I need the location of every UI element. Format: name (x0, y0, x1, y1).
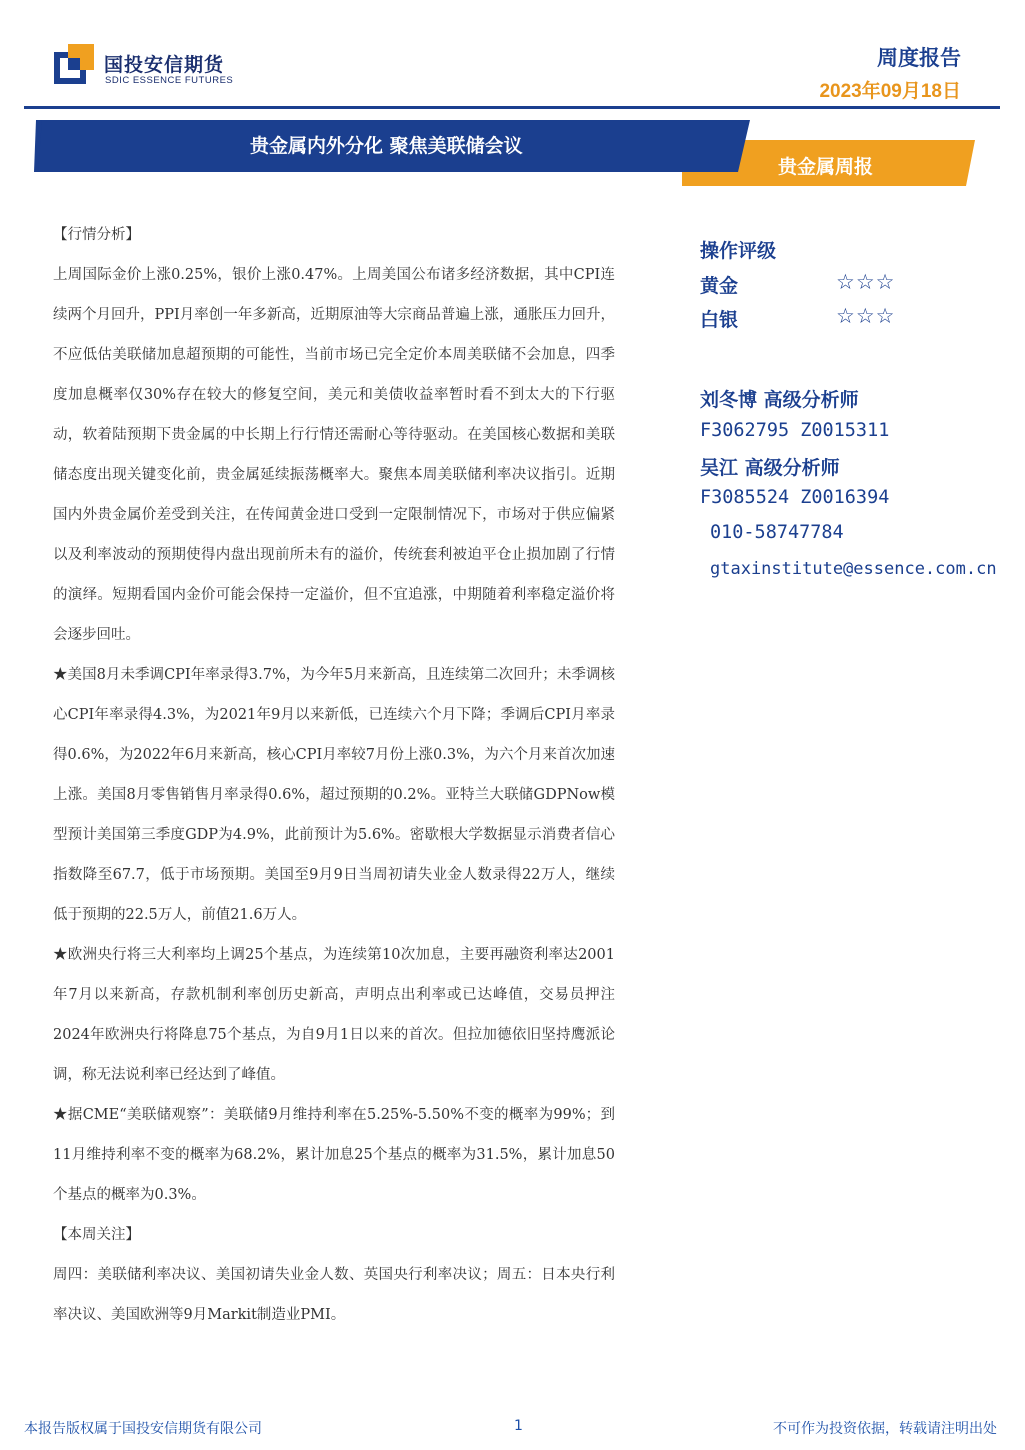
rating-silver-label: 白银 (700, 309, 739, 331)
analyst-2-codes: F3085524 Z0016394 (700, 487, 890, 508)
company-name-cn: 国投安信期货 (104, 54, 225, 76)
rating-silver-stars-icon: ☆☆☆ (836, 304, 896, 328)
rating-gold-label: 黄金 (700, 275, 739, 297)
ecb-paragraph: ★欧洲央行将三大利率均上调25个基点，为连续第10次加息，主要再融资利率达2001年7月以来新高，存款机制利率创历史新高，声明点出利率或已达峰值，交易员押注2024年欧洲央行将降息75个基点，为自9月1日以来的首次。但拉加德依旧坚持鹰派论调，称无法说利率已经达到了峰值。 (53, 947, 615, 1083)
rating-title: 操作评级 (700, 240, 777, 262)
analyst-1-name: 刘冬博 高级分析师 (700, 389, 859, 411)
analyst-2-name: 吴江 高级分析师 (700, 457, 840, 479)
analysis-paragraph: 上周国际金价上涨0.25%，银价上涨0.47%。上周美国公布诸多经济数据，其中CPI连续两个月回升，PPI月率创一年多新高，近期原油等大宗商品普遍上涨，通胀压力回升，不应低估美联储加息超预期的可能性，当前市场已完全定价本周美联储不会加息，四季度加息概率仅30%存在较大的修复空间，美元和美债收益率暂时看不到太大的下行驱动，软着陆预期下贵金属的中长期上行行情还需耐心等待驱动。在美国核心数据和美联储态度出现关键变化前，贵金属延续振荡概率大。聚焦本周美联储利率决议指引。近期国内外贵金属价差受到关注，在传闻黄金进口受到一定限制情况下，市场对于供应偏紧以及利率波动的预期使得内盘出现前所未有的溢价，传统套利被迫平仓止损加剧了行情的演绎。短期看国内金价可能会保持一定溢价，但不宜追涨，中期随着利率稳定溢价将会逐步回吐。 (53, 267, 615, 643)
header-divider (24, 106, 1000, 109)
page-number: 1 (514, 1418, 523, 1434)
main-content (53, 215, 615, 1335)
analyst-1-codes: F3062795 Z0015311 (700, 420, 890, 441)
footer-copyright: 本报告版权属于国投安信期货有限公司 (24, 1421, 262, 1437)
cme-paragraph: ★据CME“美联储观察”：美联储9月维持利率在5.25%-5.50%不变的概率为99%；到11月维持利率不变的概率为68.2%，累计加息25个基点的概率为31.5%，累计加息50个基点的概率为0.3%。 (53, 1107, 615, 1203)
contact-phone: 010-58747784 (710, 522, 844, 543)
company-logo-icon (54, 44, 94, 84)
footer-disclaimer: 不可作为投资依据，转载请注明出处 (773, 1421, 997, 1437)
company-name-en: SDIC ESSENCE FUTURES (105, 75, 234, 86)
report-date: 2023年09月18日 (819, 81, 961, 102)
report-type: 周度报告 (877, 46, 961, 70)
report-title: 贵金属内外分化 聚焦美联储会议 (250, 135, 523, 157)
weekly-focus-paragraph: 周四：美联储利率决议、美国初请失业金人数、英国央行利率决议；周五：日本央行利率决议、美国欧洲等9月Markit制造业PMI。 (53, 1267, 615, 1323)
contact-email[interactable]: gtaxinstitute@essence.com.cn (710, 559, 997, 579)
report-category: 贵金属周报 (778, 156, 874, 178)
rating-gold-stars-icon: ☆☆☆ (836, 270, 896, 294)
us-data-paragraph: ★美国8月未季调CPI年率录得3.7%，为今年5月来新高，且连续第二次回升；未季调核心CPI年率录得4.3%，为2021年9月以来新低，已连续六个月下降；季调后CPI月率录得0.6%，为2022年6月来新高，核心CPI月率较7月份上涨0.3%，为六个月来首次加速上涨。美国8月零售销售月率录得0.6%，超过预期的0.2%。亚特兰大联储GDPNow模型预计美国第三季度GDP为4.9%，此前预计为5.6%。密歇根大学数据显示消费者信心指数降至67.7，低于市场预期。美国至9月9日当周初请失业金人数录得22万人，继续低于预期的22.5万人，前值21.6万人。 (53, 667, 615, 923)
section-heading-analysis: 【行情分析】 (53, 227, 140, 243)
section-heading-weekly-focus: 【本周关注】 (53, 1227, 140, 1243)
